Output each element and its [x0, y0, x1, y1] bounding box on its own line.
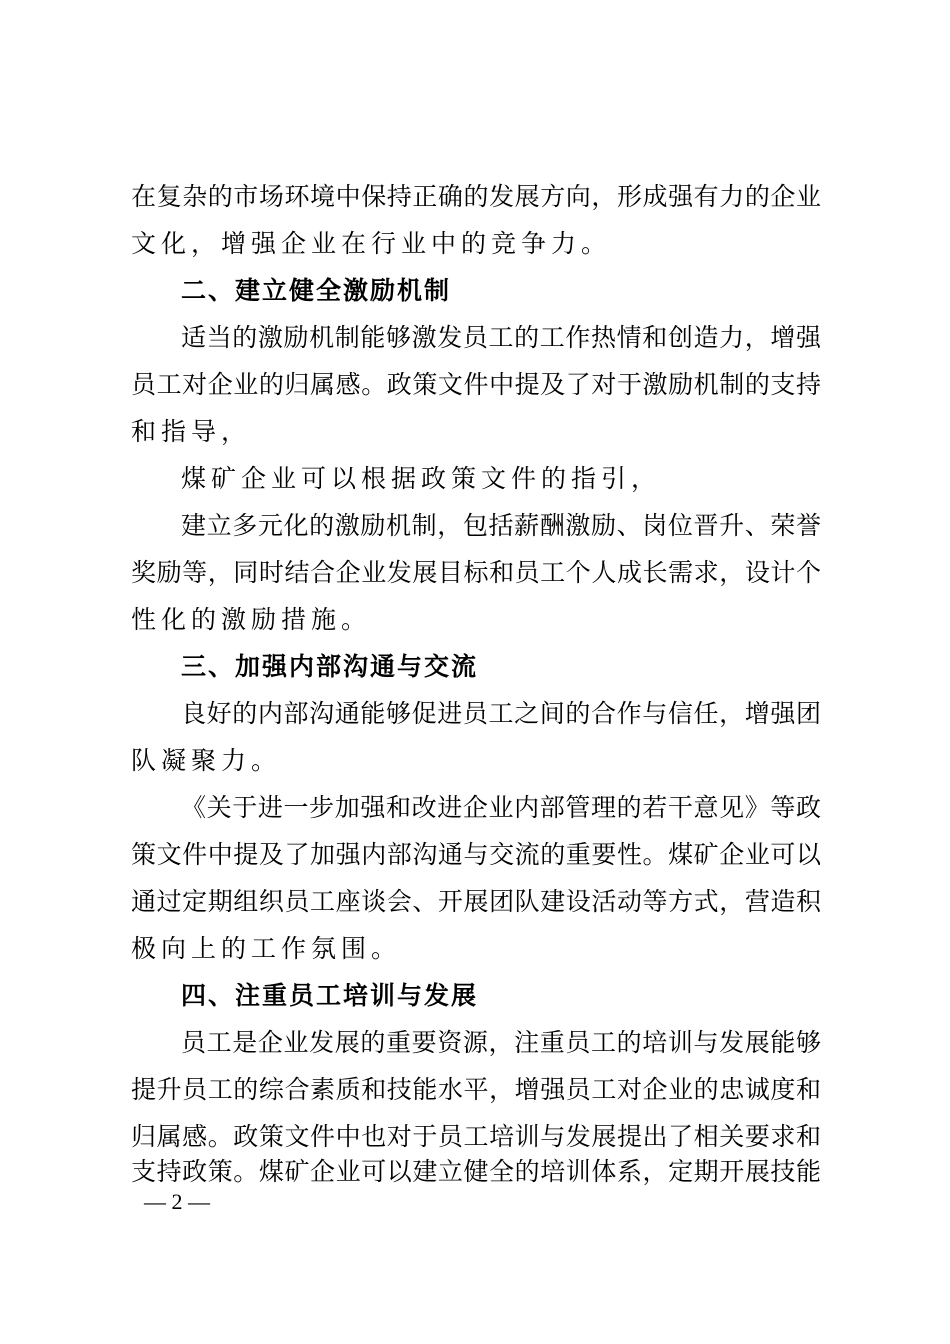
- body-text-line: 文化，增强企业在行业中的竞争力。: [131, 229, 612, 258]
- body-text-line: 队凝聚力。: [131, 746, 282, 775]
- section-heading-4: 四、注重员工培训与发展: [181, 981, 479, 1010]
- body-text-line: 性化的激励措施。: [131, 605, 372, 634]
- body-text-line: 在复杂的市场环境中保持正确的发展方向，形成强有力的企业: [131, 182, 821, 211]
- body-text-line: 提升员工的综合素质和技能水平，增强员工对企业的忠诚度和: [131, 1075, 821, 1104]
- body-text-line: 煤矿企业可以根据政策文件的指引，: [181, 464, 662, 493]
- body-text-line: 和指导，: [131, 417, 252, 446]
- body-text-line: 员工对企业的归属感。政策文件中提及了对于激励机制的支持: [131, 370, 821, 399]
- body-text-line: 归属感。政策文件中也对于员工培训与发展提出了相关要求和: [131, 1122, 821, 1151]
- body-text-line: 奖励等，同时结合企业发展目标和员工个人成长需求，设计个: [131, 558, 821, 587]
- body-text-line: 《关于进一步加强和改进企业内部管理的若干意见》等政: [181, 793, 821, 822]
- body-text-line: 良好的内部沟通能够促进员工之间的合作与信任，增强团: [181, 699, 821, 728]
- body-text-line: 通过定期组织员工座谈会、开展团队建设活动等方式，营造积: [131, 887, 821, 916]
- body-text-line: 适当的激励机制能够激发员工的工作热情和创造力，增强: [181, 323, 821, 352]
- section-heading-2: 二、建立健全激励机制: [181, 276, 452, 305]
- page-number: — 2 —: [144, 1189, 210, 1214]
- section-heading-3: 三、加强内部沟通与交流: [181, 652, 479, 681]
- body-text-line: 建立多元化的激励机制，包括薪酬激励、岗位晋升、荣誉: [181, 511, 821, 540]
- body-text-line: 支持政策。煤矿企业可以建立健全的培训体系，定期开展技能: [131, 1157, 821, 1186]
- body-text-line: 策文件中提及了加强内部沟通与交流的重要性。煤矿企业可以: [131, 840, 821, 869]
- body-text-line: 极向上的工作氛围。: [131, 934, 402, 963]
- body-text-line: 员工是企业发展的重要资源，注重员工的培训与发展能够: [181, 1028, 821, 1057]
